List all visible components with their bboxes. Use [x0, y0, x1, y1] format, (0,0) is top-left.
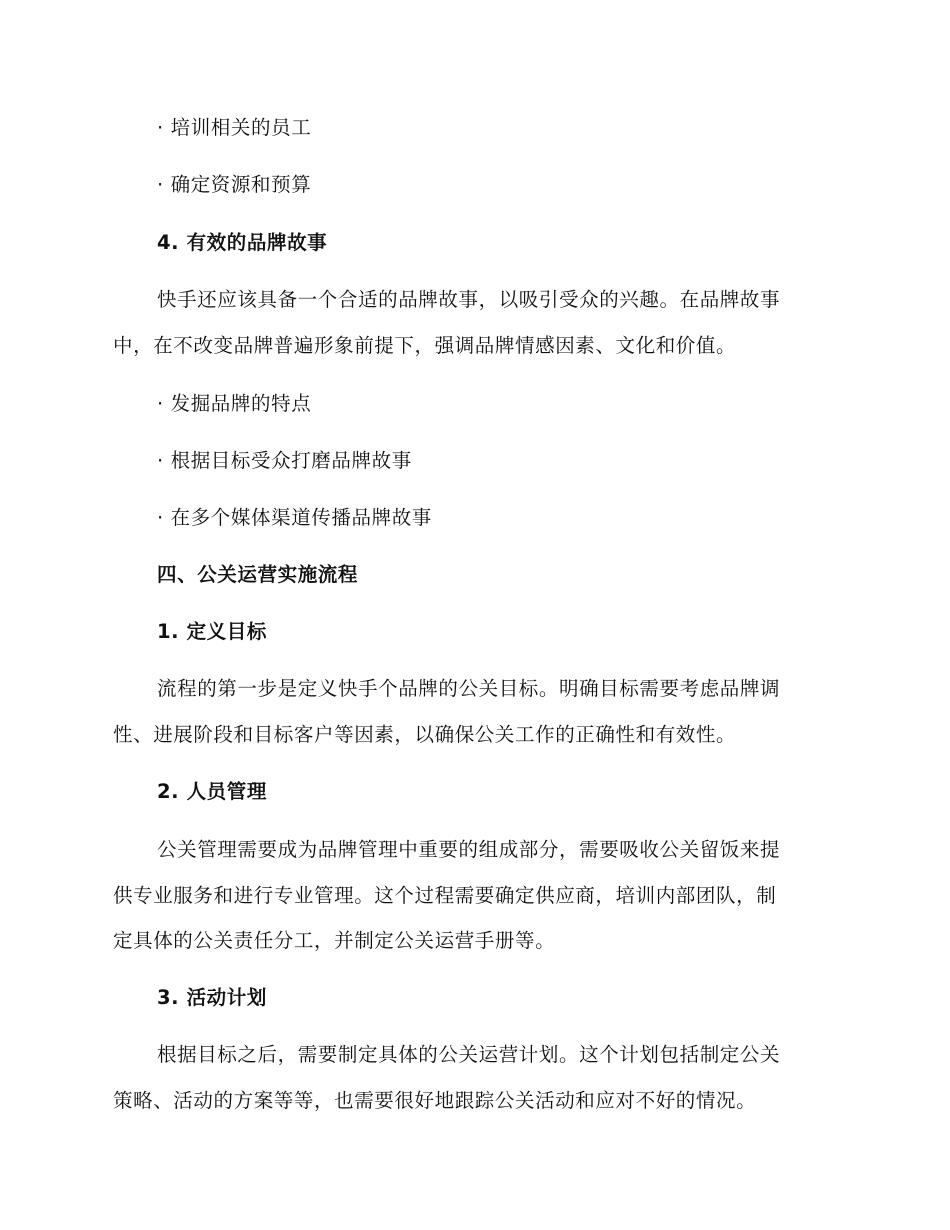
paragraph-define-goals-line-1: 流程的第一步是定义快手个品牌的公关目标。明确目标需要考虑品牌调 [157, 677, 781, 700]
bullet-train-staff: · 培训相关的员工 [157, 116, 312, 139]
paragraph-staff-line-2: 供专业服务和进行专业管理。这个过程需要确定供应商，培训内部团队，制 [113, 884, 777, 907]
paragraph-brand-story-line-1: 快手还应该具备一个合适的品牌故事，以吸引受众的兴趣。在品牌故事 [157, 288, 781, 311]
heading-staff-management: 2. 人员管理 [157, 780, 267, 803]
heading-pr-process: 四、公关运营实施流程 [157, 563, 359, 586]
bullet-resources-budget: · 确定资源和预算 [157, 173, 312, 196]
paragraph-staff-line-3: 定具体的公关责任分工，并制定公关运营手册等。 [113, 929, 556, 952]
heading-brand-story: 4. 有效的品牌故事 [157, 231, 328, 254]
bullet-spread-story: · 在多个媒体渠道传播品牌故事 [157, 506, 432, 529]
paragraph-brand-story-line-2: 中，在不改变品牌普遍形象前提下，强调品牌情感因素、文化和价值。 [113, 334, 737, 357]
paragraph-staff-line-1: 公关管理需要成为品牌管理中重要的组成部分，需要吸收公关留饭来提 [157, 838, 781, 861]
bullet-brand-features: · 发掘品牌的特点 [157, 392, 312, 415]
heading-activity-plan: 3. 活动计划 [157, 986, 267, 1009]
bullet-polish-story: · 根据目标受众打磨品牌故事 [157, 449, 412, 472]
paragraph-activity-line-2: 策略、活动的方案等等，也需要很好地跟踪公关活动和应对不好的情况。 [113, 1089, 757, 1112]
paragraph-define-goals-line-2: 性、进展阶段和目标客户等因素，以确保公关工作的正确性和有效性。 [113, 723, 737, 746]
heading-define-goals: 1. 定义目标 [157, 620, 267, 643]
paragraph-activity-line-1: 根据目标之后，需要制定具体的公关运营计划。这个计划包括制定公关 [157, 1043, 781, 1066]
